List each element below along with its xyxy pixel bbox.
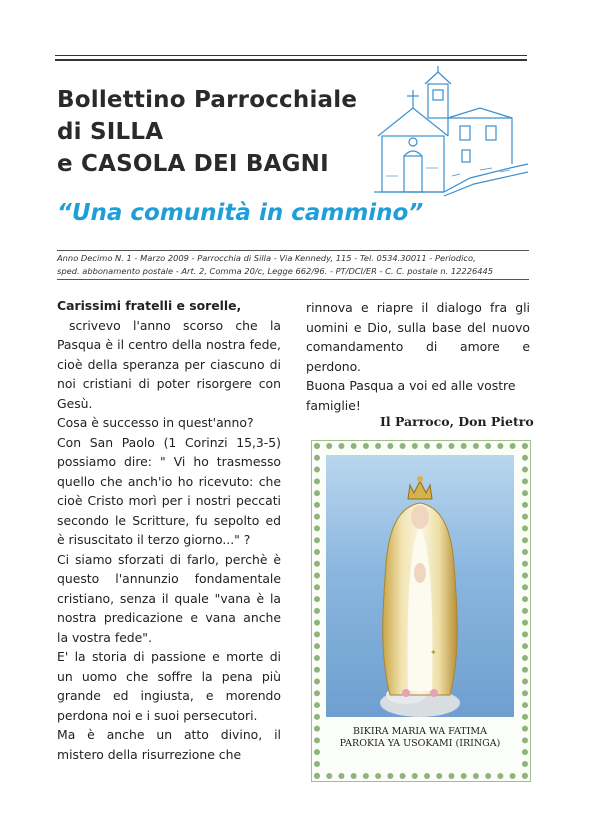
title-line-1: Bollettino Parrocchiale xyxy=(57,87,358,113)
article-left-column xyxy=(57,296,281,764)
holy-card-caption xyxy=(326,726,514,750)
paragraph: E' la storia di passione e morte di un uomo che soffre la pena più grande ed ingiusta, e morendo perdona noi e i suoi persecutori. xyxy=(57,649,281,723)
newsletter-title xyxy=(57,84,357,180)
publication-info xyxy=(57,250,529,280)
caption-line-2: PAROKIA YA USOKAMI (IRINGA) xyxy=(339,738,501,749)
info-line-1: Anno Decimo N. 1 - Marzo 2009 - Parrocchia di Silla - Via Kennedy, 115 - Tel. 0534.30011 - Periodico, xyxy=(57,253,476,263)
title-line-2: di SILLA xyxy=(57,119,164,145)
top-rule-thick xyxy=(55,59,527,61)
paragraph: Cosa è successo in quest'anno? xyxy=(57,415,254,430)
svg-text:✦: ✦ xyxy=(430,648,437,657)
title-line-3: e CASOLA DEI BAGNI xyxy=(57,151,329,177)
greeting: Carissimi fratelli e sorelle, xyxy=(57,298,242,313)
info-line-2: sped. abbonamento postale - Art. 2, Comma 20/c, Legge 662/96. - PT/DCI/ER - C. C. postale n. 12226445 xyxy=(57,266,494,276)
paragraph: Con San Paolo (1 Corinzi 15,3-5) possiamo dire: " Vi ho trasmesso quello che anch'io ho ricevuto: che cioè Cristo morì per i nostri peccati secondo le Scritture, fu sepolto ed è risuscitato il terzo giorno..." ? xyxy=(57,434,281,547)
paragraph: rinnova e riapre il dialogo fra gli uomini e Dio, sulla base del nuovo comandamento di amore e perdono. xyxy=(306,300,530,374)
motto: “Una comunità in cammino” xyxy=(57,200,424,226)
madonna-statue-icon xyxy=(326,455,514,717)
top-rule xyxy=(55,55,527,56)
holy-card xyxy=(311,440,531,782)
paragraph: Ci siamo sforzati di farlo, perchè è questo l'annunzio fondamentale cristiano, senza il quale "vana è la nostra predicazione e vana anche la vostra fede". xyxy=(57,551,281,645)
paragraph: Buona Pasqua a voi ed alle vostre famiglie! xyxy=(306,378,516,413)
paragraph: Ma è anche un atto divino, il mistero della risurrezione che xyxy=(57,727,281,762)
signature: Il Parroco, Don Pietro xyxy=(380,414,534,429)
caption-line-1: BIKIRA MARIA WA FATIMA xyxy=(353,726,487,737)
church-sketch-icon xyxy=(370,64,530,200)
paragraph: scrivevo l'anno scorso che la Pasqua è il centro della nostra fede, cioè della speranza per ciascuno di noi cristiani di poter risorgere con Gesù. xyxy=(57,317,281,411)
article-right-column xyxy=(306,298,530,415)
madonna-photo xyxy=(326,455,514,717)
